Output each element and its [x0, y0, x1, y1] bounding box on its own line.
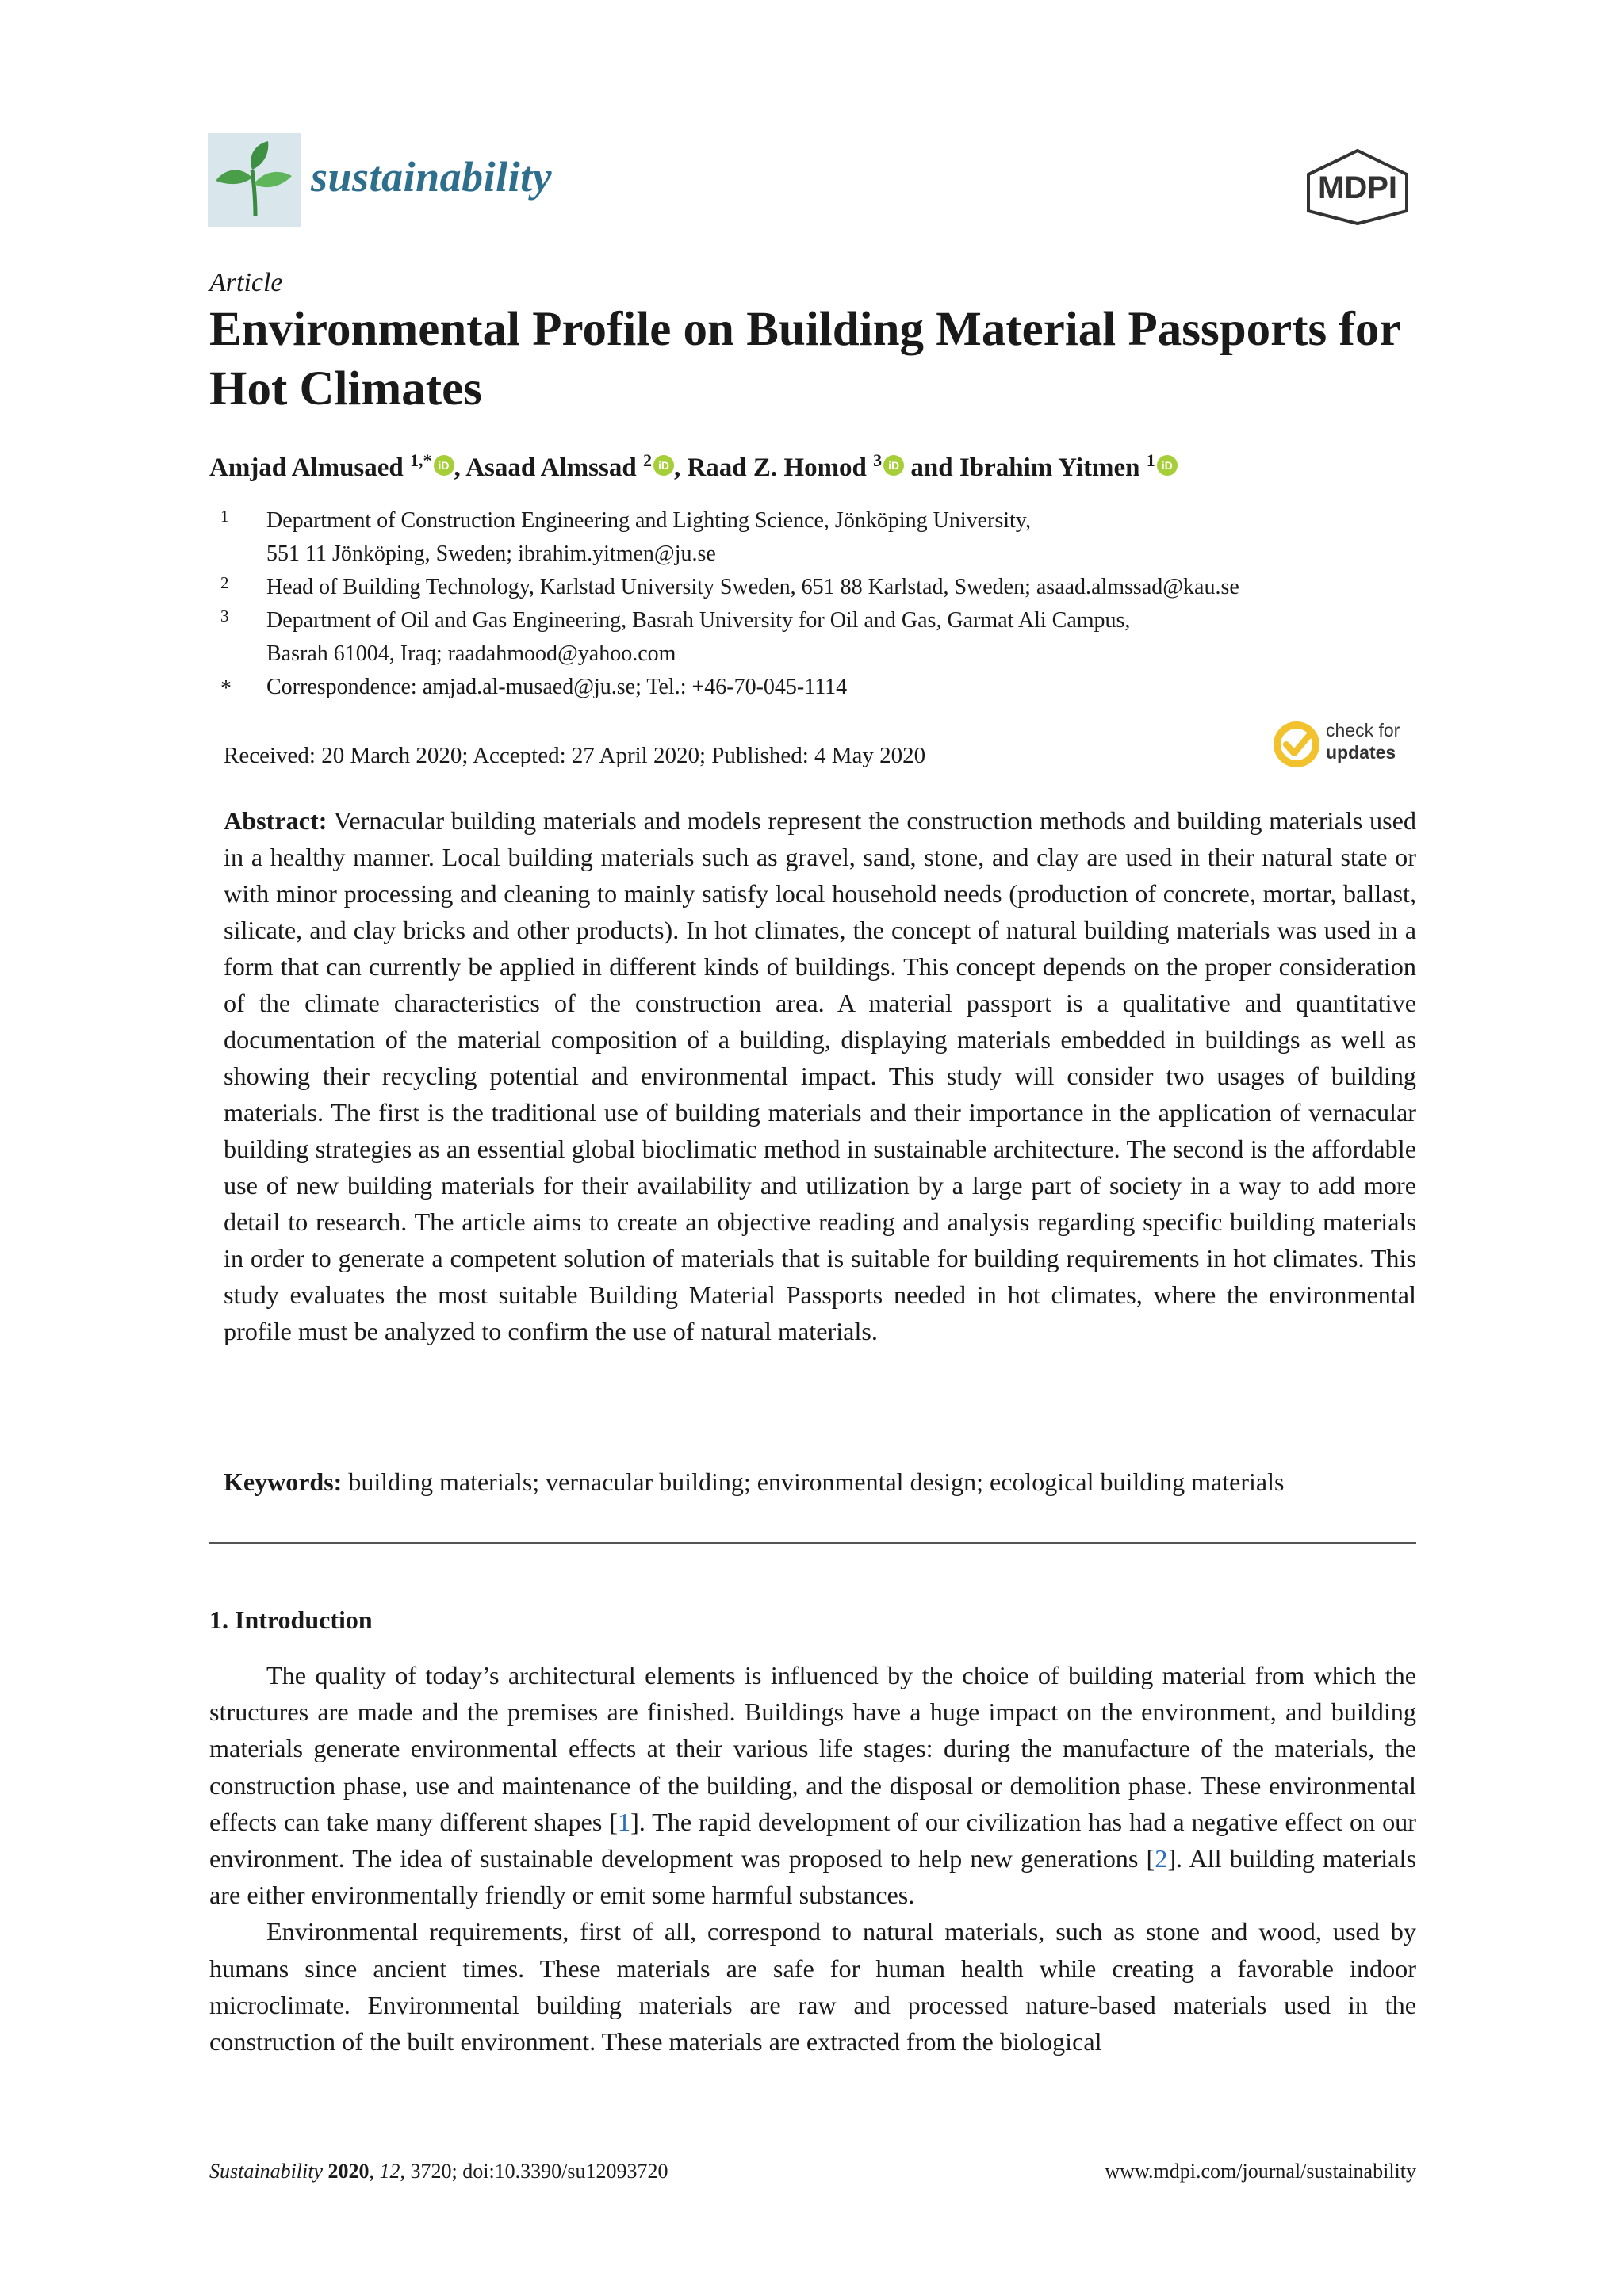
orcid-icon[interactable]: iD: [1157, 455, 1178, 476]
keywords: [224, 1464, 1429, 1500]
author-name: Asaad Almssad: [465, 453, 637, 482]
affiliation: 2 Head of Building Technology, Karlstad University Sweden, 651 88 Karlstad, Sweden; asaad.almssad@kau.se: [209, 571, 1431, 604]
keywords-label: Keywords:: [224, 1468, 343, 1496]
check-for-updates-badge[interactable]: [1272, 717, 1431, 774]
affiliation-line: Department of Oil and Gas Engineering, Basrah University for Oil and Gas, Garmat Ali Campus,: [266, 608, 1131, 633]
affiliation-line: 551 11 Jönköping, Sweden; ibrahim.yitmen@ju.se: [266, 541, 716, 566]
footer-url[interactable]: www.mdpi.com/journal/sustainability: [1105, 2160, 1416, 2183]
paper-title: Environmental Profile on Building Material Passports for Hot Climates: [209, 303, 1400, 416]
affiliation-line: Correspondence: amjad.al-musaed@ju.se; Tel.: +46-70-045-1114: [266, 675, 848, 699]
author-list: Amjad Almusaed $^{1,*}$ iD , Asaad Almssad $^2$ iD , Raad Z. Homod $^3$ iD and Ibrahim Yitmen $^1$ iD: [209, 450, 1178, 483]
affiliation-line: Head of Building Technology, Karlstad University Sweden, 651 88 Karlstad, Sweden; asaad.almssad@kau.se: [266, 575, 1239, 599]
abstract: [224, 802, 1416, 1349]
affiliation-line: Department of Construction Engineering and Lighting Science, Jönköping University,: [266, 508, 1031, 533]
journal-name: sustainability: [311, 153, 553, 201]
section-divider: [209, 1542, 1416, 1544]
introduction-body: [209, 1657, 1416, 2060]
author-name: Amjad Almusaed: [209, 453, 404, 482]
paragraph: The quality of today’s architectural elements is influenced by the choice of building material from which the structures are made and the premises are finished. Buildings have a huge impact on the environment, and building materials generate environmental effects at their various life stages: during the manufacture of the materials, the construction phase, use and maintenance of the building, and the disposal or demolition phase. These environmental effects can take many different shapes [1]. The rapid development of our civilization has had a negative effect on our environment. The idea of sustainable development was proposed to help new generations [2]. All building materials are either environmentally friendly or emit some harmful substances.: [209, 1661, 1416, 1910]
citation-link[interactable]: 2: [1155, 1844, 1168, 1873]
affiliation: 1 Department of Construction Engineering and Lighting Science, Jönköping University, 551 11 Jönköping, Sweden; ibrahim.yitmen@ju.se: [209, 504, 1431, 571]
check-icon: [1272, 720, 1321, 769]
correspondence: * Correspondence: amjad.al-musaed@ju.se; Tel.: +46-70-045-1114: [209, 671, 1431, 704]
orcid-icon[interactable]: iD: [434, 455, 454, 476]
author-name: Raad Z. Homod: [687, 453, 867, 482]
article-type: Article: [209, 268, 283, 297]
publisher-name: MDPI: [1318, 170, 1397, 205]
leaf-icon: [208, 133, 301, 227]
orcid-icon[interactable]: iD: [883, 455, 904, 476]
check-updates-line1: check for: [1326, 720, 1400, 740]
affiliation-line: Basrah 61004, Iraq; raadahmood@yahoo.com: [266, 641, 676, 666]
paragraph: Environmental requirements, first of all, correspond to natural materials, such as stone and wood, used by humans since ancient times. These materials are safe for human health while creating a favorable indoor microclimate. Environmental building materials are raw and processed nature-based materials used in the construction of the built environment. These materials are extracted from the biological: [209, 1917, 1416, 2057]
citation-link[interactable]: 1: [617, 1807, 631, 1836]
author-affiliation-mark: 3: [873, 450, 883, 470]
abstract-label: Abstract:: [224, 806, 327, 835]
abstract-text: Vernacular building materials and models represent the construction methods and building materials used in a healthy manner. Local building materials such as gravel, sand, stone, and clay are used in their natural state or with minor processing and cleaning to mainly satisfy local household needs (production of concrete, mortar, ballast, silicate, and clay bricks and other products). In hot climates, the concept of natural building materials was used in a form that can currently be applied in different kinds of buildings. This concept depends on the proper consideration of the climate characteristics of the construction area. A material passport is a qualitative and quantitative documentation of the material composition of a building, displaying materials embedded in buildings as well as showing their recycling potential and environmental impact. This study will consider two usages of building materials. The first is the traditional use of building materials and their importance in the application of vernacular building strategies as an essential global bioclimatic method in sustainable architecture. The second is the affordable use of new building materials for their availability and utilization by a large part of society in a way to add more detail to research. The article aims to create an objective reading and analysis regarding specific building materials in order to generate a competent solution of materials that is suitable for building requirements in hot climates. This study evaluates the most suitable Building Material Passports needed in hot climates, where the environmental profile must be analyzed to confirm the use of natural materials.: [224, 806, 1416, 1345]
section-heading: 1. Introduction: [209, 1605, 373, 1634]
check-updates-line2: updates: [1326, 741, 1396, 763]
mdpi-logo: [1299, 147, 1416, 227]
keywords-text: building materials; vernacular building; environmental design; ecological building materials: [348, 1468, 1285, 1496]
publication-dates: Received: 20 March 2020; Accepted: 27 April 2020; Published: 4 May 2020: [224, 743, 926, 768]
author-affiliation-mark: 2: [642, 450, 652, 470]
affiliation: 3 Department of Oil and Gas Engineering, Basrah University for Oil and Gas, Garmat Ali Campus, Basrah 61004, Iraq; raadahmood@yahoo.com: [209, 604, 1431, 671]
orcid-icon[interactable]: iD: [653, 455, 674, 476]
journal-logo: [208, 133, 301, 227]
author-name: Ibrahim Yitmen: [959, 453, 1140, 482]
author-affiliation-mark: 1,*: [410, 450, 432, 470]
footer-citation: Sustainability 2020, 12, 3720; doi:10.3390/su12093720: [209, 2160, 668, 2183]
author-affiliation-mark: 1: [1146, 450, 1155, 470]
